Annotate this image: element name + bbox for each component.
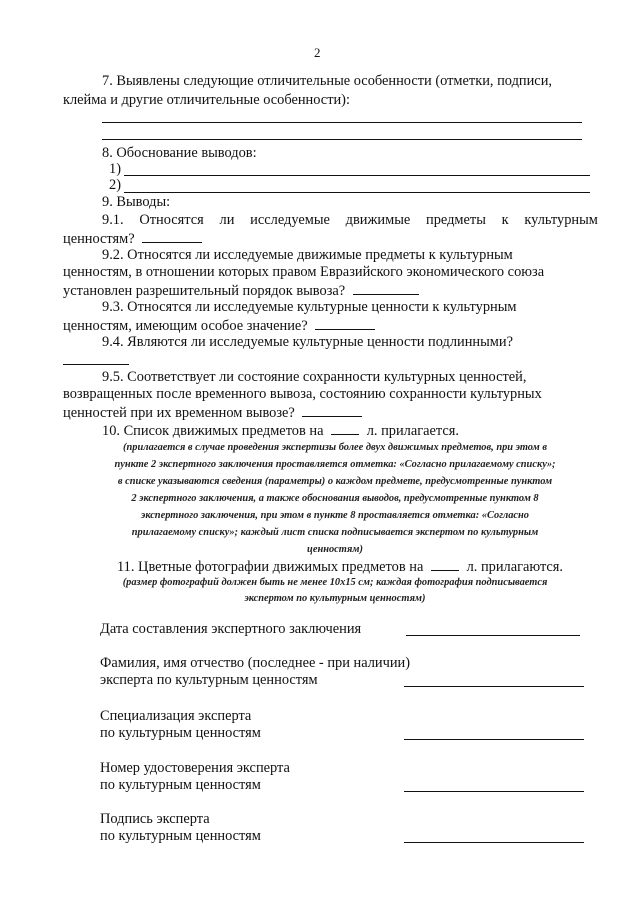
item11-pages-blank (431, 557, 459, 571)
item10-text (102, 421, 459, 440)
item8-entry2-line (124, 192, 590, 193)
item10-note-line-5: экспертного заключения, при этом в пункте 8 проставляется отметка: «Согласно (141, 510, 529, 521)
expert-name-label-line2: эксперта по культурным ценностям (100, 672, 318, 688)
specialization-label-line1: Специализация эксперта (100, 708, 252, 724)
expert-name-label-line1: Фамилия, имя отчество (последнее - при наличии) (100, 655, 411, 671)
item9-q5-line3 (63, 403, 362, 422)
item9-q2-line1: 9.2. Относятся ли исследуемые движимые предметы к культурным (102, 247, 513, 263)
certificate-number-line (404, 791, 584, 792)
item9-q4-answer-blank (63, 364, 129, 365)
item11-text-before: 11. Цветные фотографии движимых предметов на (117, 559, 424, 575)
item9-q1-word: ли (219, 212, 235, 228)
item9-q1-line1 (102, 212, 598, 229)
date-signature-line (406, 635, 580, 636)
item9-q1-line2-text: ценностям? (63, 231, 135, 247)
specialization-label-line2: по культурным ценностям (100, 725, 261, 741)
item10-note-line-2: пункте 2 экспертного заключения проставляется отметка: «Согласно прилагаемому списку»; (114, 459, 556, 470)
item9-q2-line3-text: установлен разрешительный порядок вывоза? (63, 283, 346, 299)
item11-text-after: л. прилагаются. (466, 559, 564, 575)
item9-q1-word: культурным (524, 212, 598, 228)
item9-q3-answer-blank (315, 316, 375, 330)
item8-entry1-number: 1) (109, 161, 121, 177)
item10-note-line-6: прилагаемому списку»; каждый лист списка подписывается экспертом по культурным (131, 527, 539, 538)
item9-q5-line3-text: ценностей при их временном вывозе? (63, 405, 295, 421)
item10-note-line-1: (прилагается в случае проведения экспертизы более двух движимых предметов, при этом в (123, 442, 547, 453)
item9-q1-word: исследуемые (250, 212, 330, 228)
signature-label-line1: Подпись эксперта (100, 811, 210, 827)
item9-q1-line2 (63, 229, 202, 248)
certificate-number-label-line2: по культурным ценностям (100, 777, 261, 793)
item11-note-line-1: (размер фотографий должен быть не менее 10х15 см; каждая фотография подписывается (122, 577, 548, 588)
specialization-line (404, 739, 584, 740)
item9-q2-line2: ценностям, в отношении которых правом Евразийского экономического союза (63, 264, 545, 280)
date-label: Дата составления экспертного заключения (100, 621, 362, 637)
item9-q3-line1: 9.3. Относятся ли исследуемые культурные ценности к культурным (102, 299, 517, 315)
item10-note-line-4: 2 экспертного заключения, а также обоснования выводов, предусмотренные пунктом 8 (131, 493, 539, 504)
expert-name-line (404, 686, 584, 687)
page-number: 2 (314, 45, 321, 60)
item8-title: 8. Обоснование выводов: (102, 145, 257, 161)
item9-q5-line2: возвращенных после временного вывоза, состоянию сохранности культурных (63, 386, 542, 402)
certificate-number-label-line1: Номер удостоверения эксперта (100, 760, 290, 776)
signature-line (404, 842, 584, 843)
item7-line1: 7. Выявлены следующие отличительные особенности (отметки, подписи, (102, 73, 552, 89)
item9-q1-answer-blank (142, 229, 202, 243)
item9-q4-line1: 9.4. Являются ли исследуемые культурные ценности подлинными? (102, 334, 513, 350)
item7-blank-line-2 (102, 139, 582, 140)
item9-title: 9. Выводы: (102, 194, 171, 210)
item9-q1-word: к (501, 212, 509, 228)
item10-text-before: 10. Список движимых предметов на (102, 423, 324, 439)
item7-blank-line-1 (102, 122, 582, 123)
item10-note-line-7: ценностям) (307, 544, 363, 555)
item8-entry1-line (124, 175, 590, 176)
item9-q2-line3 (63, 281, 419, 300)
signature-label-line2: по культурным ценностям (100, 828, 261, 844)
item9-q5-answer-blank (302, 403, 362, 417)
item9-q1-word: Относятся (139, 212, 204, 228)
item7-line2: клейма и другие отличительные особенности): (63, 92, 350, 108)
item9-q2-answer-blank (353, 281, 419, 295)
item9-q1-word: предметы (426, 212, 486, 228)
item8-entry2-number: 2) (109, 177, 121, 193)
item10-pages-blank (331, 421, 359, 435)
item9-q3-line2-text: ценностям, имеющим особое значение? (63, 318, 308, 334)
item9-q3-line2 (63, 316, 375, 335)
item10-note-line-3: в списке указываются сведения (параметры) о каждом предмете, предусмотренные пунктом (117, 476, 553, 487)
item9-q1-word: движимые (345, 212, 411, 228)
item9-q1-word: 9.1. (102, 212, 124, 228)
item9-q1-line1-text (102, 212, 598, 229)
item11-note-line-2: экспертом по культурным ценностям) (244, 593, 426, 604)
item10-text-after: л. прилагается. (366, 423, 459, 439)
item9-q5-line1: 9.5. Соответствует ли состояние сохранности культурных ценностей, (102, 369, 527, 385)
